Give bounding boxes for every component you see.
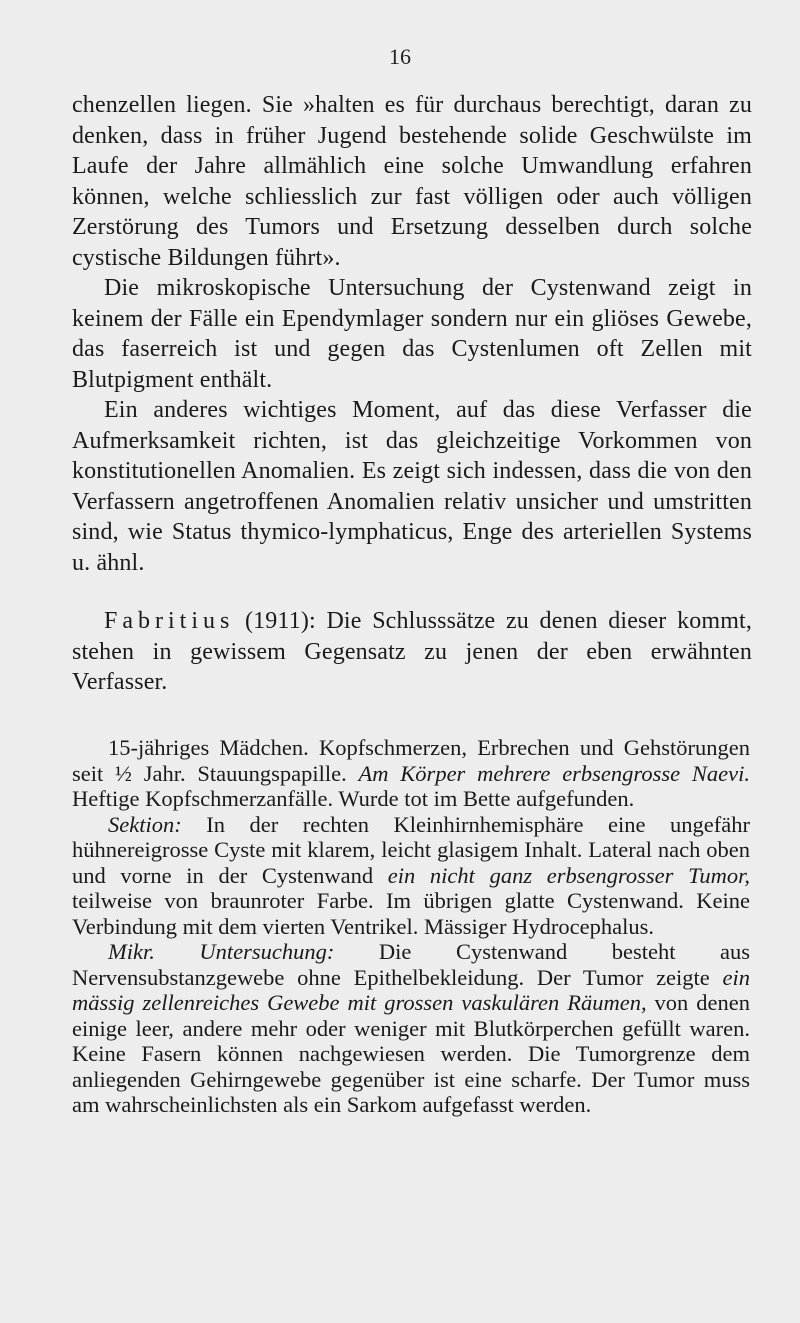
case-paragraph-sektion xyxy=(72,812,750,940)
paragraph-1: chenzellen liegen. Sie »halten es für durchaus berechtigt, daran zu denken, dass in früher Jugend bestehende solide Geschwülste im Laufe der Jahre allmählich eine solche Umwandlung erfahren können, welche schliesslich zur fast völligen oder auch völligen Zerstörung des Tumors und Ersetzung desselben durch solche cystische Bildungen führt». xyxy=(72,92,752,271)
case-text: von denen einige leer, andere mehr oder weniger mit Blutkörperchen gefüllt waren. Keine Fasern können nachgewiesen werden. Die Tumorgrenze dem anliegenden Gehirngewebe gegenüber ist eine scharfe. Der Tumor muss am wahrscheinlichsten als ein Sarkom aufgefasst werden. xyxy=(72,990,750,1117)
case-text-italic: ein nicht ganz erbsengrosser Tumor, xyxy=(387,862,750,888)
case-text: Die Cystenwand besteht aus Nervensubstanzgewebe ohne Epithelbekleidung. Der Tumor zeigte xyxy=(72,939,750,990)
case-text: Heftige Kopfschmerzanfälle. Wurde tot im Bette aufgefunden. xyxy=(72,786,635,811)
case-text-italic: Am Körper mehrere erbsengrosse Naevi. xyxy=(358,760,750,786)
section-heading-mikr: Mikr. Untersuchung: xyxy=(108,939,335,964)
case-text-italic: ein mässig zellenreiches Gewebe mit grossen vaskulären Räumen, xyxy=(72,964,750,1015)
author-name: Fabritius xyxy=(104,608,235,634)
case-text: teilweise von braunroter Farbe. Im übrigen glatte Cystenwand. Keine Verbindung mit dem vierten Ventrikel. Mässiger Hydrocephalus. xyxy=(72,888,750,939)
paragraph-2: Die mikroskopische Untersuchung der Cystenwand zeigt in keinem der Fälle ein Ependymlager sondern nur ein gliöses Gewebe, das faserreich ist und gegen das Cystenlumen oft Zellen mit Blutpigment enthält. xyxy=(72,275,752,393)
paragraph-fabritius-text: (1911): Die Schlusssätze zu denen dieser kommt, stehen in gewissem Gegensatz zu jenen der eben erwähnten Verfasser. xyxy=(72,608,752,695)
case-report-block xyxy=(72,735,750,1118)
case-text: In der rechten Kleinhirnhemisphäre eine ungefähr hühnereigrosse Cyste mit klarem, leicht glasigem Inhalt. Lateral nach oben und vorne in der Cystenwand xyxy=(72,811,750,888)
page-number: 16 xyxy=(389,44,411,69)
paragraph-fabritius xyxy=(72,606,752,698)
case-text: 15-jähriges Mädchen. Kopfschmerzen, Erbrechen und Gehstörungen seit ½ Jahr. Stauungspapille. xyxy=(72,735,750,786)
section-heading-sektion: Sektion: xyxy=(108,811,182,837)
case-paragraph-mikr xyxy=(72,939,750,1118)
case-paragraph-1 xyxy=(72,735,750,812)
paragraph-3: Ein anderes wichtiges Moment, auf das diese Verfasser die Aufmerksamkeit richten, ist das gleichzeitige Vorkommen von konstitutionellen Anomalien. Es zeigt sich indessen, dass die von den Verfassern angetroffenen Anomalien relativ unsicher und umstritten sind, wie Status thymico-lymphaticus, Enge des arteriellen Systems u. ähnl. xyxy=(72,397,752,576)
main-text-block xyxy=(72,90,752,698)
